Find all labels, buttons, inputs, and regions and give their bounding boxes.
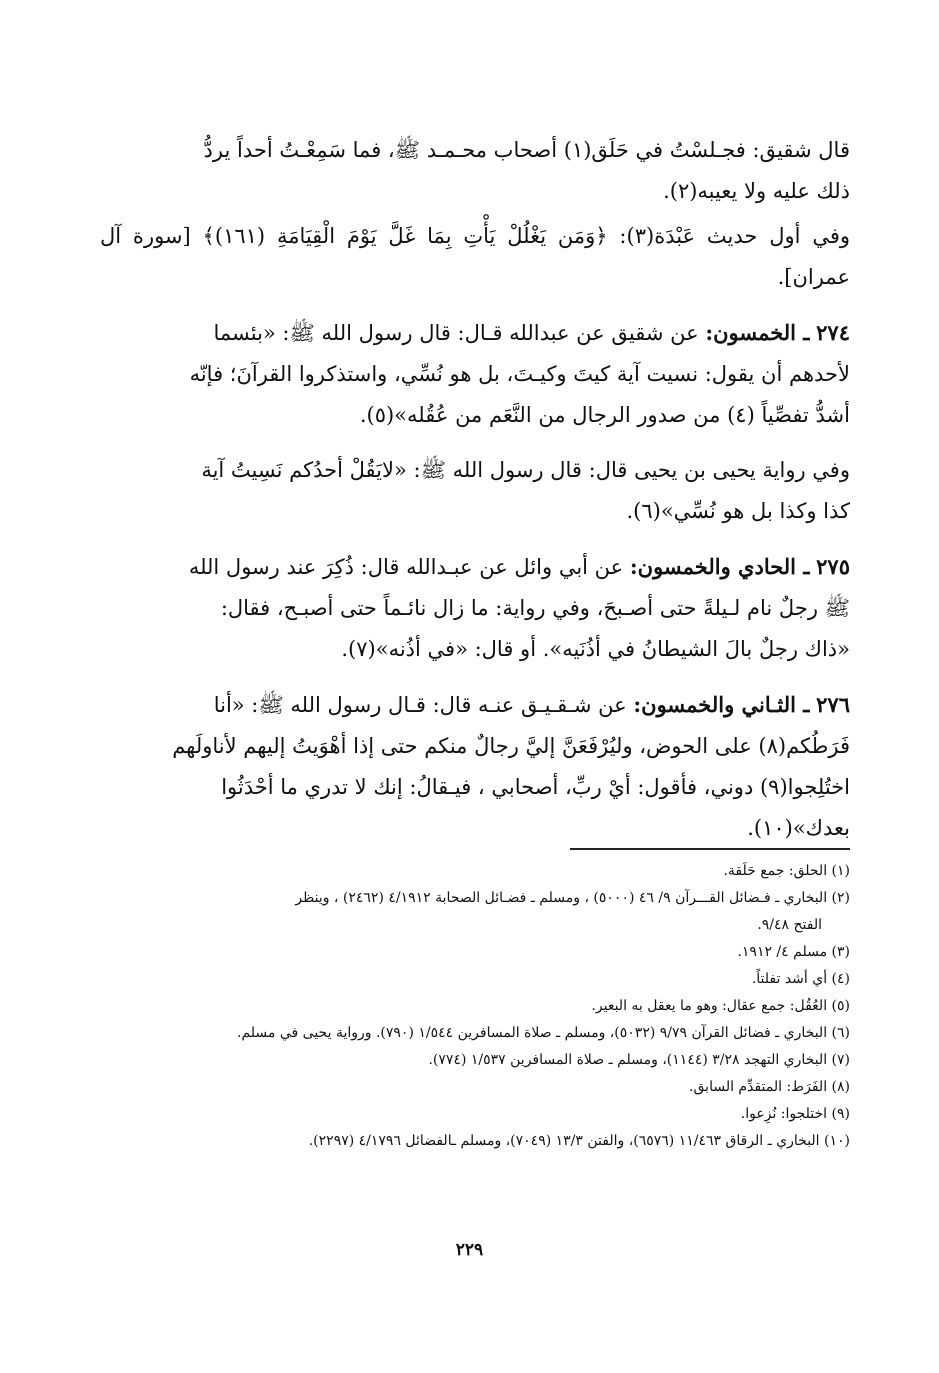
text-line: كذا وكذا بل هو نُسِّي»(٦).	[626, 499, 850, 523]
footnote: (١٠) البخاري ـ الرقاق ١١/٤٦٣ (٦٥٧٦)، والفتن ١٣/٣ (٧٠٤٩)، ومسلم ـالفضائل ٤/١٧٩٦ (٢٢٩٧).	[308, 1133, 850, 1149]
hadith-275	[100, 546, 850, 670]
footnote: (٥) العُقُل: جمع عقال: وهو ما يعقل به البعير.	[591, 998, 850, 1014]
hadith-274	[100, 312, 850, 436]
text-line: لأحدهم أن يقول: نسيت آية كيتَ وكيـتَ، بل هو نُسِّي، واستذكروا القرآنَ؛ فإنّه	[189, 362, 850, 386]
text-line: قال شقيق: فجـلسْتُ في حَلَق(١) أصحاب محـمـد ﷺ، فما سَمِعْـتُ أحداً يردُّ	[203, 138, 850, 162]
text-line: «ذاك رجلٌ بالَ الشيطانُ في أذُنَيه». أو قال: «في أذُنه»(٧).	[341, 637, 850, 661]
hadith-title: ـ الخمسون:	[705, 320, 810, 345]
page-number: ٢٢٩	[455, 1240, 484, 1260]
paragraph	[100, 450, 850, 532]
text-line: ﷺ رجلٌ نام لـيلةً حتى أصـبحَ، وفي رواية: ما زال نائـماً حتى أصبـح، فقال:	[220, 596, 850, 620]
footnote-divider	[570, 848, 850, 850]
text-line: وفي رواية يحيى بن يحيى قال: قال رسول الله ﷺ: «لايَقُلْ أحدُكم نَسِيتُ آية	[201, 458, 850, 482]
footnote: (٧) البخاري التهجد ٣/٢٨ (١١٤٤)، ومسلم ـ صلاة المسافرين ١/٥٣٧ (٧٧٤).	[428, 1052, 850, 1068]
text-line: بعدك»(١٠).	[747, 816, 850, 840]
text-line: اختُلِجوا(٩) دوني، فأقول: أيْ ربِّ، أصحابي ، فيـقالُ: إنك لا تدري ما أحْدَثُوا	[221, 775, 850, 799]
footnotes	[108, 858, 850, 1155]
text-line: أشدُّ تفصِّياً (٤) من صدور الرجال من النَّعَم من عُقُله»(٥).	[359, 403, 850, 427]
footnote: (٦) البخاري ـ فضائل القرآن ٩/٧٩ (٥٠٣٢)، ومسلم ـ صلاة المسافرين ١/٥٤٤ (٧٩٠). ورواية يحيى في مسلم.	[237, 1025, 850, 1041]
footnote-continuation: الفتح ٩/٤٨.	[757, 917, 822, 933]
text-line: عن شـقـيـق عنـه قال: قـال رسول الله ﷺ: «أنا	[213, 693, 627, 717]
hadith-number: ٢٧٥	[816, 554, 850, 579]
text-line: وفي أول حديث عَبْدَة(٣): ﴿وَمَن يَغْلُلْ يَأْتِ بِمَا غَلَّ يَوْمَ الْقِيَامَةِ (١٦١)﴾ [سورة آل عمران].	[100, 224, 851, 289]
text-line: عن شقيق عن عبدالله قـال: قال رسول الله ﷺ: «بئسما	[213, 321, 699, 345]
paragraph	[100, 216, 850, 298]
hadith-title: ـ الحادي والخمسون:	[629, 554, 810, 579]
footnote: (٢) البخاري ـ فـضائل القـــرآن ٩/ ٤٦ (٥٠٠٠) ، ومسلم ـ فضـائل الصحابة ٤/١٩١٢ (٢٤٦٢) ، وينظر	[295, 890, 850, 906]
text-line: عن أبي وائل عن عبـدالله قال: ذُكِرَ عند رسول الله	[188, 555, 624, 579]
footnote: (٣) مسلم ٤/ ١٩١٢.	[737, 944, 850, 960]
text-line: فَرَطُكم(٨) على الحوض، وليُرْفَعَنَّ إليَّ رجالٌ منكم حتى إذا أهْوَيتُ إليهم لأناولَهم	[172, 734, 850, 758]
hadith-number: ٢٧٤	[816, 320, 850, 345]
footnote: (٩) اختلجوا: نُزِعوا.	[740, 1106, 850, 1122]
hadith-number: ٢٧٦	[816, 692, 850, 717]
paragraph	[100, 130, 850, 212]
footnote: (٨) الفَرَط: المتقدِّم السابق.	[689, 1079, 850, 1095]
text-line: ذلك عليه ولا يعيبه(٢).	[663, 179, 850, 203]
main-text	[100, 130, 850, 863]
hadith-title: ـ الثـاني والخمسون:	[633, 692, 810, 717]
footnote: (٤) أي أشد تفلتاً.	[751, 971, 850, 987]
hadith-276	[100, 684, 850, 849]
footnote: (١) الحلق: جمع حَلَقة.	[723, 863, 850, 879]
